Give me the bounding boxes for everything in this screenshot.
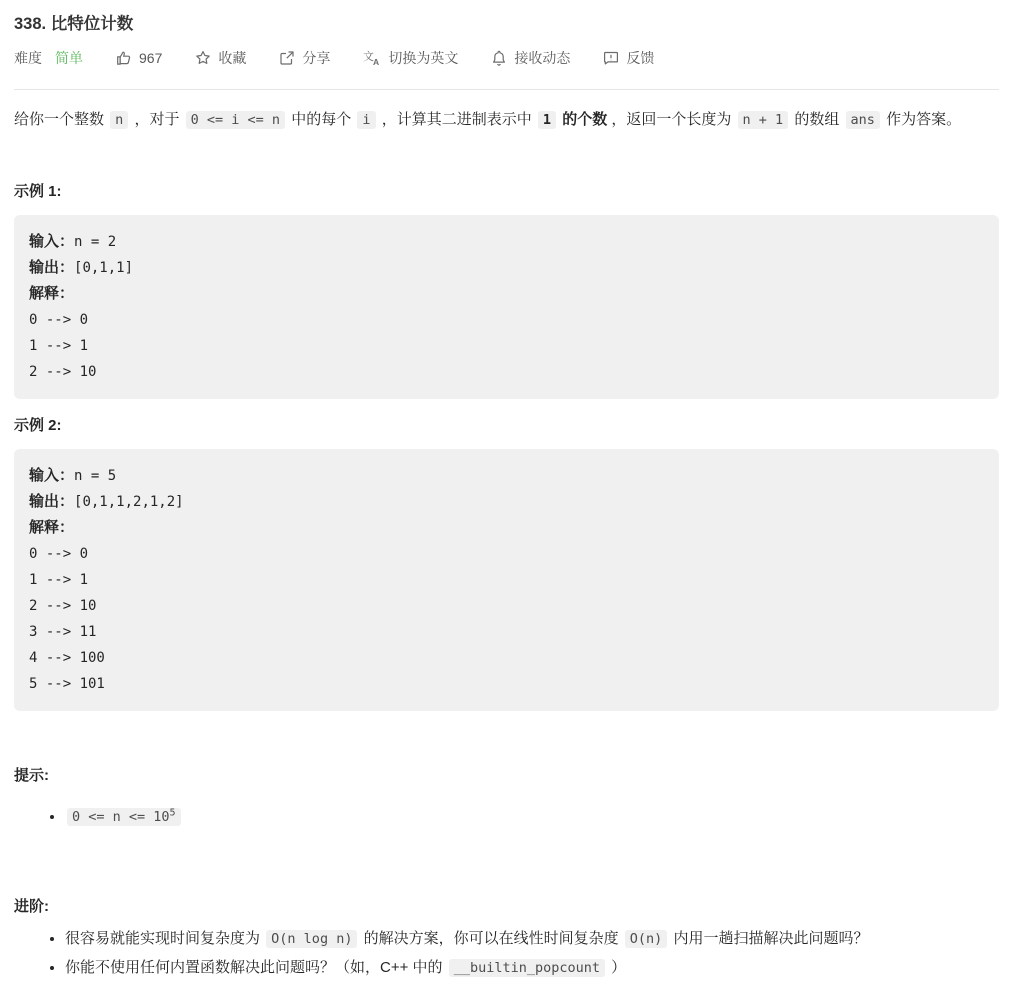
example-line: 0 --> 0	[29, 312, 89, 328]
example-line: 0 --> 0	[29, 546, 89, 562]
favorite-button[interactable]	[195, 48, 246, 68]
followup-item: • 你能不使用任何内置函数解决此问题吗？（如，C++ 中的 __builtin_popcount ）	[65, 955, 999, 981]
io-label: 输入：	[29, 467, 75, 484]
difficulty-value[interactable]: 简单	[55, 50, 83, 66]
subscribe-group	[491, 48, 570, 68]
inline-code: n	[110, 111, 128, 129]
feedback-button[interactable]	[603, 48, 654, 68]
example-line: 2 --> 10	[29, 364, 97, 380]
io-label: 输出：	[29, 493, 75, 510]
example-line: 4 --> 100	[29, 650, 105, 666]
feedback-label: 反馈	[626, 50, 655, 66]
io-label: 解释：	[29, 519, 75, 536]
example-line	[29, 281, 984, 307]
inline-code: i	[357, 111, 375, 129]
hints-heading: 提示:	[14, 767, 49, 784]
translate-icon	[363, 50, 381, 66]
like-button[interactable]	[116, 50, 162, 66]
example-line	[29, 515, 984, 541]
star-icon	[195, 50, 211, 66]
hint-item	[65, 799, 999, 831]
superscript: 5	[169, 807, 176, 818]
inline-code: $0 <= n <= 10^5$	[67, 808, 181, 826]
like-count: 967	[139, 50, 163, 66]
example-line: 输入：n = 5	[29, 467, 117, 484]
share-button[interactable]	[279, 48, 330, 68]
example-line: 输出：[0,1,1]	[29, 259, 134, 276]
example-2-heading: 示例 2:	[14, 417, 62, 434]
example-line: 1 --> 1	[29, 338, 89, 354]
toolbar	[14, 48, 999, 90]
like-group	[116, 50, 162, 66]
followup-list	[14, 926, 999, 981]
bell-icon	[491, 50, 507, 66]
svg-text:文: 文	[363, 51, 375, 63]
difficulty-group	[14, 48, 83, 68]
difficulty-label: 难度	[14, 50, 42, 66]
inline-code: n + 1	[738, 111, 789, 129]
bold-text: 的个数	[558, 111, 608, 128]
inline-code: __builtin_popcount	[449, 959, 605, 977]
example-line: 3 --> 11	[29, 624, 97, 640]
inline-code: O(n log n)	[266, 930, 357, 948]
problem-description: 给你一个整数 n ，对于 0 <= i <= n 中的每个 i ，计算其二进制表示中 1 的个数 ，返回一个长度为 n + 1 的数组 ans 作为答案。	[14, 111, 962, 128]
example-line: 5 --> 101	[29, 676, 105, 692]
feedback-group	[603, 48, 654, 68]
favorite-label: 收藏	[218, 50, 247, 66]
share-icon	[279, 50, 295, 66]
feedback-icon	[603, 50, 619, 66]
example-1-block	[14, 215, 999, 399]
example-line: 1 --> 1	[29, 572, 89, 588]
example-1-heading: 示例 1:	[14, 183, 62, 200]
svg-text:A: A	[373, 57, 380, 66]
io-label: 解释：	[29, 285, 75, 302]
share-group	[279, 48, 330, 68]
example-line: 输出：[0,1,1,2,1,2]	[29, 493, 184, 510]
favorite-group	[195, 48, 246, 68]
subscribe-button[interactable]	[491, 48, 570, 68]
inline-code: 1	[538, 111, 556, 129]
problem-title: 338. 比特位计数	[14, 15, 134, 33]
inline-code: O(n)	[625, 930, 668, 948]
inline-code: ans	[846, 111, 880, 129]
followup-heading: 进阶:	[14, 897, 49, 915]
inline-code: 0 <= i <= n	[186, 111, 285, 129]
share-label: 分享	[302, 50, 331, 66]
subscribe-label: 接收动态	[514, 50, 571, 66]
thumbs-up-icon	[116, 50, 132, 66]
switch-language-label: 切换为英文	[388, 50, 459, 66]
followup-item: • 很容易就能实现时间复杂度为 O(n log n) 的解决方案，你可以在线性时间复杂度 O(n) 内用一趟扫描解决此问题吗？	[65, 926, 999, 952]
example-line: 2 --> 10	[29, 598, 97, 614]
switch-language-group	[363, 48, 458, 68]
example-2-block	[14, 449, 999, 711]
switch-language-button[interactable]	[363, 48, 458, 68]
hints-list	[14, 799, 999, 831]
example-line: 输入：n = 2	[29, 233, 117, 250]
io-label: 输入：	[29, 233, 75, 250]
io-label: 输出：	[29, 259, 75, 276]
